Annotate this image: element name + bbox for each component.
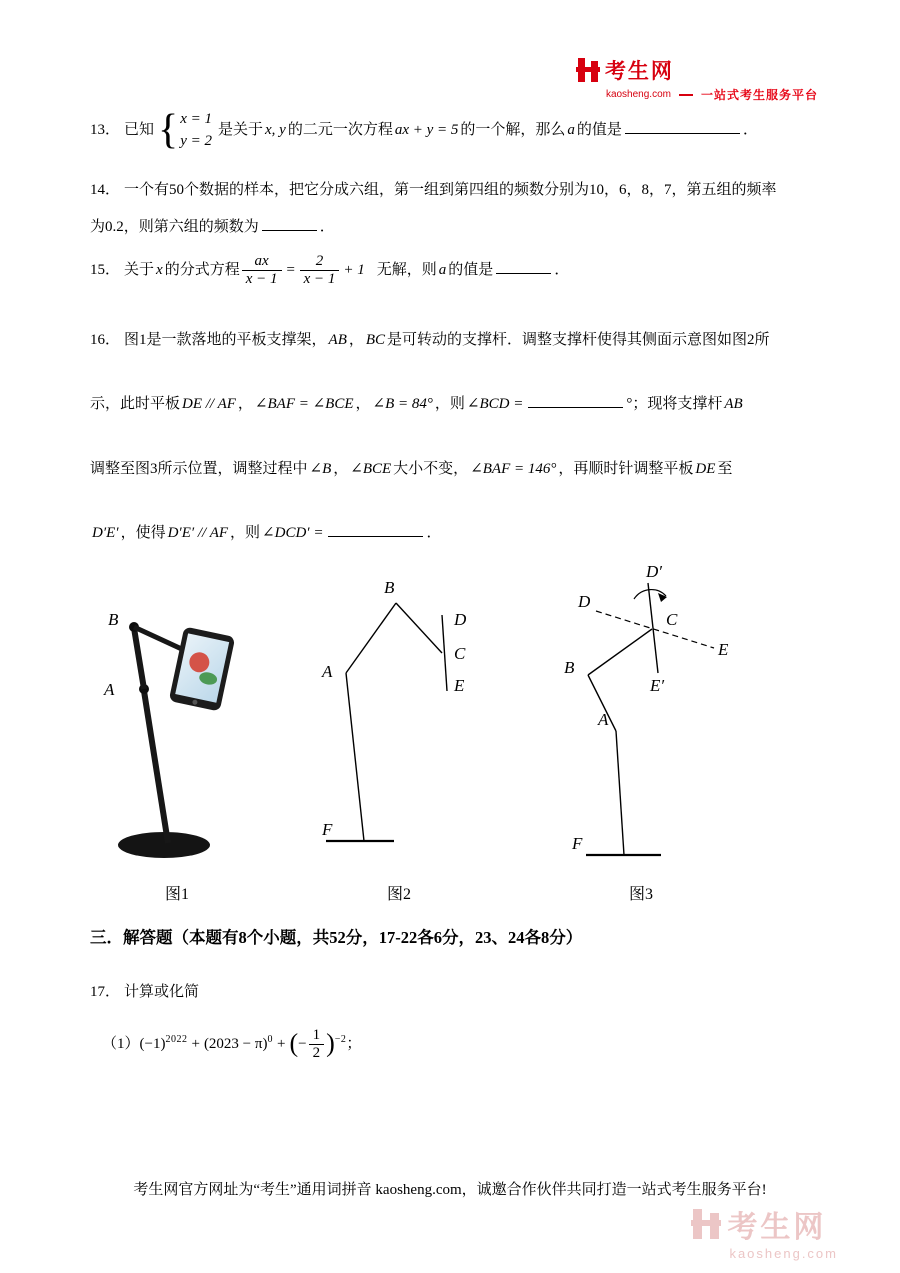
q16-text: °；现将支撑杆	[626, 396, 723, 412]
fig2-label-D: D	[454, 609, 467, 629]
figure-3	[546, 563, 736, 904]
segment-BC	[396, 603, 442, 653]
q15-text-pre: 关于	[124, 262, 155, 279]
q16-text: ，	[355, 396, 371, 412]
fig2-label-C: C	[454, 643, 466, 663]
fig2-label-E: E	[454, 675, 465, 695]
fraction-one-half	[309, 1027, 325, 1063]
section-3-header: 三．解答题（本题有8个小题，共52分，17-22各6分，23、24各8分）	[90, 927, 583, 947]
watermark-top-row	[691, 1202, 838, 1246]
answer-blank-q16-2	[328, 522, 423, 537]
term-2-exponent: 0	[267, 1033, 273, 1045]
q13-math-equation: ax + y = 5	[394, 122, 459, 139]
q15-math-x: x	[156, 262, 163, 279]
segment-AB	[346, 603, 396, 673]
fig3-label-E: E	[718, 639, 729, 659]
q14-text-line2: 为0.2，则第六组的频数为	[90, 218, 259, 235]
q16-math-angle-BCD: ∠BCD =	[466, 396, 524, 412]
q16-math-angle-DCDp: ∠DCD′ =	[262, 525, 324, 541]
system-brace-glyph: {	[158, 106, 179, 153]
segment-BC	[588, 629, 652, 675]
q16-text: 至	[717, 460, 733, 477]
question-16	[90, 329, 822, 545]
q16-math-angle-BCE: ∠BCE	[350, 460, 392, 477]
q16-text: ，则	[434, 396, 465, 412]
tablet-line-DpEp	[648, 583, 658, 673]
system-lines	[178, 109, 214, 153]
tablet	[169, 626, 236, 711]
answer-blank-q15	[496, 259, 551, 274]
fraction-numerator: ax	[242, 253, 282, 271]
open-paren: (	[289, 1027, 299, 1057]
q16-line-1	[90, 329, 822, 352]
fig2-label-F: F	[322, 819, 333, 839]
fraction-denominator: 2	[312, 1044, 321, 1061]
stand-side-diagram-3	[546, 563, 736, 873]
tablet-stand-photo	[102, 573, 252, 873]
q16-text: 是可转动的支撑杆．调整支撑杆使得其侧面示意图如图2所	[387, 331, 770, 348]
q14-text-end: ．	[319, 218, 335, 235]
exam-content	[90, 95, 822, 1062]
fraction-2-over-x-minus-1	[300, 253, 340, 289]
q14-text-line1: 一个有50个数据的样本，把它分成六组，第一组到第四组的频数分别为10，6，8，7，第五组的频率	[124, 181, 777, 198]
logo-brand-text: 考生网	[604, 60, 674, 83]
q16-math-angle-B: ∠B	[309, 460, 332, 477]
question-16-number: 16．	[90, 331, 121, 348]
figure-2-caption: 图2	[386, 885, 411, 903]
stand-pole	[144, 691, 168, 843]
fig2-label-A: A	[322, 661, 333, 681]
fig1-label-B: B	[108, 609, 119, 629]
q16-line-3	[90, 458, 822, 481]
figure-1-caption: 图1	[164, 885, 189, 903]
fig3-label-F: F	[572, 833, 583, 853]
q13-text-mid3: 的一个解，那么	[460, 122, 566, 139]
q14-line-1	[90, 179, 822, 202]
logo-tagline-text: 一站式考生服务平台	[700, 88, 818, 102]
q15-plus-one: + 1	[343, 262, 365, 279]
q16-math-DpEp-parallel-AF: D′E′ // AF	[167, 525, 229, 541]
q16-text: 图1是一款落地的平板支撑架，	[124, 331, 327, 348]
q16-math-angle-BAF-BCE: ∠BAF = ∠BCE	[254, 396, 354, 412]
question-13	[90, 106, 822, 153]
fraction-denominator: x − 1	[303, 271, 336, 288]
q13-text-mid4: 的值是	[576, 122, 622, 139]
term-2-base: (2023 − π)	[203, 1035, 268, 1052]
equation-system	[158, 106, 214, 153]
kaosheng-watermark-icon	[691, 1209, 721, 1239]
logo-domain-text: kaosheng.com	[605, 89, 671, 100]
item-1-end: ；	[346, 1035, 362, 1052]
stand-side-diagram-2	[314, 573, 484, 873]
figure-2	[314, 573, 484, 904]
plus-sign: +	[191, 1035, 200, 1052]
q16-text: ，	[237, 396, 253, 412]
q14-line-2	[90, 216, 822, 239]
q17-title-text: 计算或化简	[124, 983, 200, 1000]
q15-text-post2: 的值是	[448, 262, 494, 279]
q16-text: ，	[333, 460, 349, 477]
question-17	[90, 980, 822, 1063]
fig3-label-D: D	[578, 591, 591, 611]
fig1-label-A: A	[104, 679, 115, 699]
q16-math-DpEp: D′E′	[92, 525, 119, 541]
fig3-label-A: A	[598, 709, 609, 729]
q16-line-4	[90, 522, 822, 545]
question-14	[90, 179, 822, 240]
q16-text: 示，此时平板	[90, 396, 181, 412]
q16-text: 调整至图3所示位置，调整过程中	[90, 460, 308, 477]
fraction-numerator: 2	[300, 253, 340, 271]
watermark-brand-text: 考生网	[727, 1211, 827, 1244]
figures-row	[102, 563, 822, 904]
fig3-label-Dp: D′	[646, 562, 662, 581]
q13-text-pre: 已知	[124, 122, 155, 139]
q16-text: ，则	[230, 525, 261, 541]
q16-text: 大小不变，	[393, 460, 469, 477]
q16-math-AB2: AB	[724, 396, 743, 412]
footer-promo-text: 考生网官方网址为“考生”通用词拼音 kaosheng.com，诚邀合作伙伴共同打造一站式考生服务平台!	[133, 1182, 767, 1198]
close-paren: )	[326, 1027, 335, 1057]
term-1-exponent: 2022	[165, 1033, 188, 1045]
figure-3-caption: 图3	[628, 885, 653, 903]
question-13-number: 13．	[90, 122, 121, 139]
lower-arm	[134, 628, 144, 689]
q15-text-end: ．	[554, 262, 570, 279]
q16-math-angle-B-84: ∠B = 84°	[372, 396, 433, 412]
rotation-arrowhead	[658, 593, 667, 602]
fig2-label-B: B	[384, 577, 395, 597]
q16-text: ．	[426, 525, 442, 541]
q16-math-DE: DE	[695, 460, 716, 477]
q13-math-vars: x, y	[265, 122, 286, 139]
q16-math-DE-parallel-AF: DE // AF	[182, 396, 236, 412]
q16-text: ，使得	[120, 525, 166, 541]
fig3-label-Ep: E′	[650, 675, 665, 695]
q13-math-var-a: a	[567, 122, 575, 139]
q15-text-post1: 无解，则	[376, 262, 437, 279]
watermark-domain-text: kaosheng.com	[729, 1246, 838, 1261]
q15-text-mid: 的分式方程	[164, 262, 240, 279]
kaosheng-logo-icon	[576, 58, 600, 82]
q16-line-2	[90, 393, 822, 416]
q16-text: ，	[348, 331, 364, 348]
segment-AF	[616, 731, 624, 855]
upper-arm	[134, 627, 186, 651]
question-17-number: 17．	[90, 983, 121, 1000]
q16-math-BC: BC	[365, 331, 386, 348]
q13-text-mid2: 的二元一次方程	[287, 122, 393, 139]
tablet-line-DE	[442, 615, 447, 691]
q13-text-mid1: 是关于	[217, 122, 263, 139]
logo-top-row	[576, 55, 818, 85]
q16-text: ，再顺时针调整平板	[558, 460, 694, 477]
fraction-ax-over-x-minus-1	[242, 253, 282, 289]
question-14-number: 14．	[90, 181, 121, 198]
term-3-exponent: −2	[334, 1033, 347, 1045]
kaosheng-watermark	[691, 1202, 838, 1261]
answer-blank-q14	[262, 216, 317, 231]
q15-math-a: a	[438, 262, 447, 279]
plus-sign: +	[276, 1035, 286, 1052]
fraction-numerator: 1	[309, 1027, 325, 1045]
fig3-label-B: B	[564, 657, 575, 677]
answer-blank-q13	[625, 119, 740, 134]
question-15	[90, 253, 822, 289]
segment-AF	[346, 673, 364, 841]
q16-math-angle-BAF-146: ∠BAF = 146°	[470, 460, 557, 477]
system-equation-2: y = 2	[180, 132, 212, 149]
system-equation-1: x = 1	[180, 111, 212, 127]
q17-title-line	[90, 980, 822, 1001]
q16-math-AB: AB	[328, 331, 347, 348]
q17-item-1	[90, 1027, 822, 1063]
minus-sign: −	[298, 1035, 307, 1052]
fig3-label-C: C	[666, 609, 678, 629]
fraction-denominator: x − 1	[245, 271, 278, 288]
answer-blank-q16-1	[528, 393, 623, 408]
q15-equals-sign: =	[285, 262, 296, 279]
term-1-base: (−1)	[139, 1035, 166, 1052]
figure-1	[102, 573, 252, 904]
item-1-label: （1）	[102, 1035, 140, 1052]
q13-text-end: ．	[742, 122, 758, 139]
question-15-number: 15．	[90, 262, 121, 279]
